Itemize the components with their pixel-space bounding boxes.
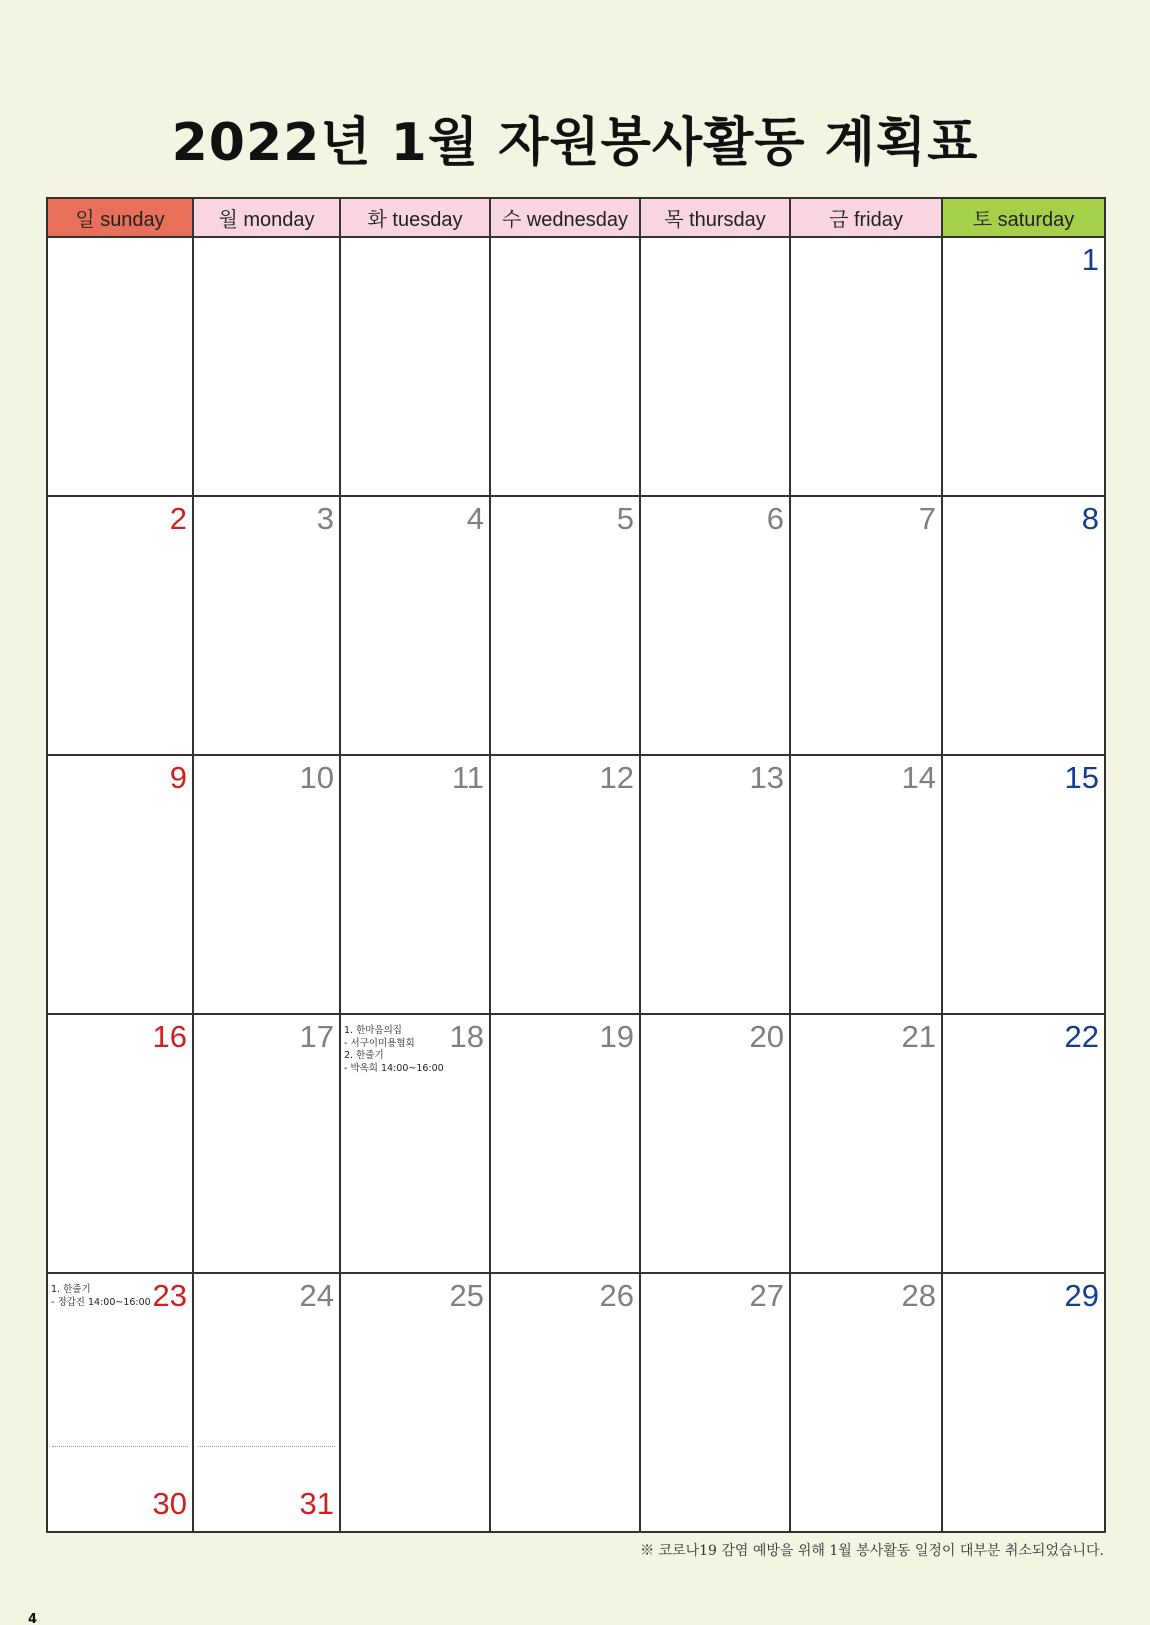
event-note xyxy=(344,1025,444,1075)
day-cell xyxy=(491,1015,641,1274)
day-number: 10 xyxy=(299,760,334,795)
day-cell xyxy=(194,756,341,1015)
day-cell xyxy=(194,1015,341,1274)
weekday-header-tuesday: 화 tuesday xyxy=(341,199,491,238)
day-cell xyxy=(943,756,1104,1015)
day-number: 3 xyxy=(316,501,334,536)
day-cell xyxy=(341,1015,491,1274)
day-number: 11 xyxy=(451,760,484,795)
day-cell xyxy=(48,1015,194,1274)
weekday-header-saturday: 토 saturday xyxy=(943,199,1104,238)
day-number: 23 xyxy=(152,1278,187,1313)
day-number: 14 xyxy=(901,760,936,795)
event-line: 1. 한줄기 xyxy=(51,1284,91,1295)
day-cell xyxy=(791,1015,943,1274)
day-number: 12 xyxy=(599,760,634,795)
day-cell xyxy=(491,756,641,1015)
footnote: ※ 코로나19 감염 예방을 위해 1월 봉사활동 일정이 대부분 취소되었습니다. xyxy=(640,1543,1104,1559)
day-cell xyxy=(943,497,1104,756)
day-number: 26 xyxy=(599,1278,634,1313)
day-cell-empty xyxy=(194,238,341,497)
day-cell xyxy=(491,1274,641,1531)
day-cell xyxy=(791,756,943,1015)
day-number: 25 xyxy=(449,1278,484,1313)
day-number: 6 xyxy=(766,501,784,536)
day-number: 29 xyxy=(1064,1278,1099,1313)
day-number: 18 xyxy=(449,1019,484,1054)
day-cell-empty xyxy=(491,238,641,497)
event-line: - 정갑진 14:00~16:00 xyxy=(51,1296,151,1308)
day-cell xyxy=(791,1274,943,1531)
day-cell xyxy=(341,1274,491,1531)
day-cell xyxy=(48,756,194,1015)
day-cell xyxy=(943,1274,1104,1531)
day-cell xyxy=(641,1274,791,1531)
day-number: 1 xyxy=(1081,242,1099,277)
day-number: 2 xyxy=(169,501,187,536)
day-number: 22 xyxy=(1064,1019,1099,1054)
event-line: - 서구이미용협회 xyxy=(344,1037,415,1049)
day-number: 31 xyxy=(299,1486,334,1521)
day-cell xyxy=(491,497,641,756)
weekday-header-wednesday: 수 wednesday xyxy=(491,199,641,238)
page-title: 2022년 1월 자원봉사활동 계획표 xyxy=(171,113,979,173)
day-number: 8 xyxy=(1081,501,1099,536)
day-number: 28 xyxy=(901,1278,936,1313)
day-cell xyxy=(943,238,1104,497)
day-cell xyxy=(194,1274,341,1531)
day-cell-empty xyxy=(48,238,194,497)
day-cell xyxy=(791,497,943,756)
day-number: 4 xyxy=(466,501,484,536)
day-number: 13 xyxy=(749,760,784,795)
event-line: 2. 한줄기 xyxy=(344,1050,384,1061)
day-number: 9 xyxy=(169,760,187,795)
day-cell xyxy=(641,1015,791,1274)
day-cell-empty xyxy=(791,238,943,497)
day-number: 5 xyxy=(616,501,634,536)
day-number: 24 xyxy=(299,1278,334,1313)
day-cell-empty xyxy=(341,238,491,497)
dotted-divider xyxy=(52,1446,188,1447)
weekday-header-sunday: 일 sunday xyxy=(48,199,194,238)
day-cell xyxy=(341,756,491,1015)
weekday-header-thursday: 목 thursday xyxy=(641,199,791,238)
day-number: 21 xyxy=(901,1019,936,1054)
calendar-grid xyxy=(46,197,1106,1533)
day-number: 19 xyxy=(599,1019,634,1054)
day-cell xyxy=(943,1015,1104,1274)
day-number: 20 xyxy=(749,1019,784,1054)
day-cell xyxy=(341,497,491,756)
day-number: 16 xyxy=(152,1019,187,1054)
day-cell xyxy=(194,497,341,756)
weekday-header-monday: 월 monday xyxy=(194,199,341,238)
day-number: 15 xyxy=(1064,760,1099,795)
day-cell xyxy=(48,497,194,756)
event-line: 1. 한마음의집 xyxy=(344,1025,402,1036)
day-cell xyxy=(48,1274,194,1531)
day-cell xyxy=(641,756,791,1015)
day-number: 30 xyxy=(152,1486,187,1521)
weekday-header-friday: 금 friday xyxy=(791,199,943,238)
day-number: 27 xyxy=(749,1278,784,1313)
day-number: 7 xyxy=(918,501,936,536)
event-note xyxy=(51,1284,151,1309)
day-cell xyxy=(641,497,791,756)
page-number: 4 xyxy=(28,1612,38,1625)
event-line: - 박옥희 14:00~16:00 xyxy=(344,1062,444,1074)
day-number: 17 xyxy=(299,1019,334,1054)
dotted-divider xyxy=(198,1446,335,1447)
day-cell-empty xyxy=(641,238,791,497)
